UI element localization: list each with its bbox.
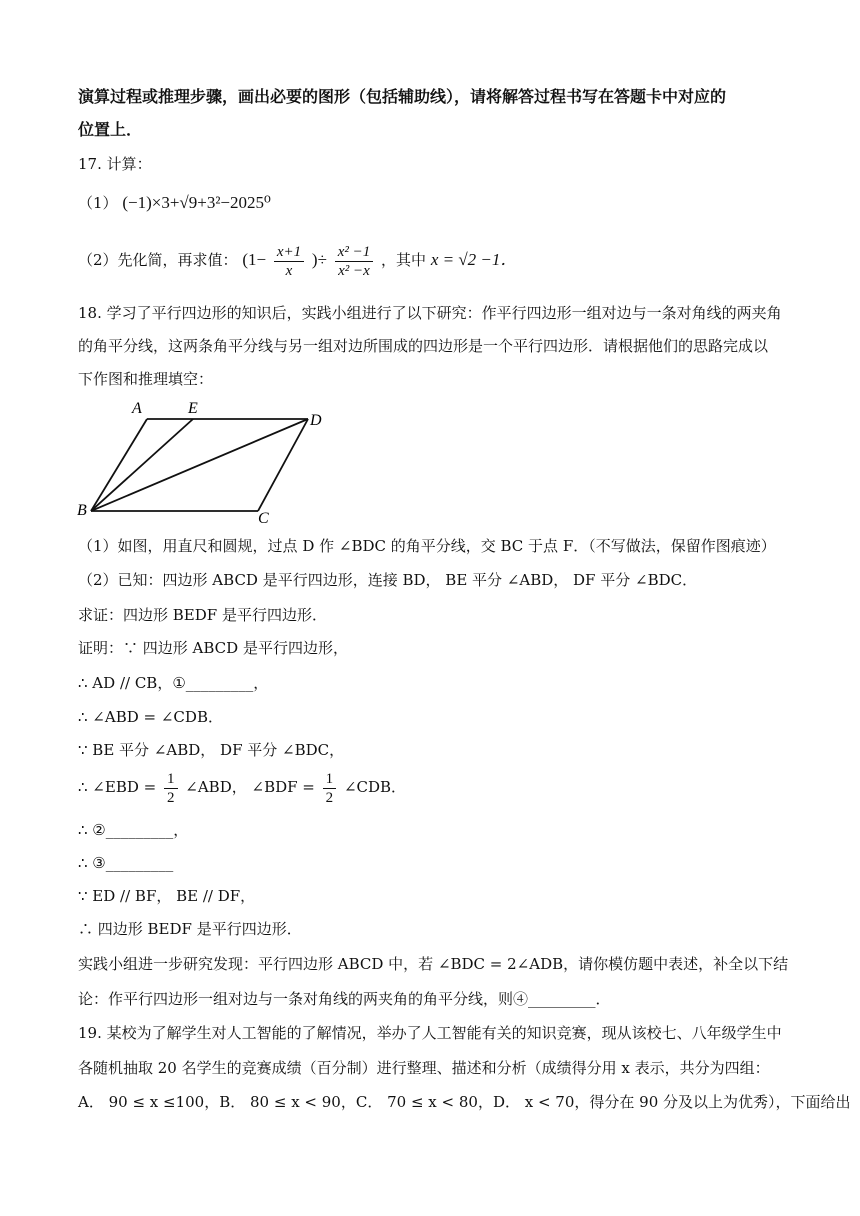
q17-part1: [78, 192, 271, 214]
half-fraction-2-num: 1: [323, 770, 337, 789]
q18-step-2: ∴ ∠ABD = ∠CDB．: [78, 708, 223, 726]
q18-intro-1: 18. 学习了平行四边形的知识后，实践小组进行了以下研究：作平行四边形一组对边与一条对角线的两夹角: [78, 304, 782, 322]
q18-extension-1: 实践小组进一步研究发现：平行四边形 ABCD 中，若 ∠BDC = 2∠ADB，请你模仿题中表述，补全以下结: [78, 955, 789, 973]
q18-step-5: ∴ ②_________，: [78, 821, 189, 839]
q17-part2-mid: )÷: [311, 250, 327, 269]
q17-part1-label: （1）: [78, 194, 118, 212]
q17-fraction-2-den: x² −x: [338, 262, 370, 279]
q18-step-1: ∴ AD // CB，①_________，: [78, 674, 269, 692]
q19-line-2: 各随机抽取 20 名学生的竞赛成绩（百分制）进行整理、描述和分析（成绩得分用 x 表示，共分为四组：: [78, 1059, 770, 1077]
bisector-be: [91, 419, 193, 511]
intro-line-2: 位置上．: [78, 120, 143, 139]
label-a: A: [132, 400, 142, 417]
label-b: B: [77, 502, 87, 519]
q19-line-3: A． 90 ≤ x ≤100，B． 80 ≤ x < 90，C． 70 ≤ x < 80，D． x < 70，得分在 90 分及以上为优秀），下面给出: [78, 1093, 851, 1111]
q17-heading: 17. 计算：: [78, 155, 152, 173]
half-fraction-2-den: 2: [325, 789, 334, 806]
q18-step-6: ∴ ③_________: [78, 854, 174, 872]
half-fraction-1-den: 2: [167, 789, 175, 806]
label-e: E: [188, 400, 198, 417]
q17-fraction-2-num: x² −1: [335, 243, 374, 262]
q18-to-prove: 求证：四边形 BEDF 是平行四边形．: [78, 606, 327, 624]
q17-fraction-1: [274, 243, 304, 280]
q18-step-4: [78, 767, 406, 807]
q17-part2-x-value: x = √2 −1．: [430, 250, 518, 269]
q17-fraction-2: [335, 243, 374, 280]
half-fraction-1: [164, 770, 178, 807]
q18-step-4-mid: ∠ABD， ∠BDF =: [185, 778, 315, 796]
half-fraction-2: [323, 770, 337, 807]
q17-fraction-1-num: x+1: [274, 243, 304, 262]
q17-part2-open: (1−: [242, 250, 267, 269]
q17-part2: [78, 240, 517, 280]
label-d: D: [310, 412, 322, 429]
q19-line-1: 19. 某校为了解学生对人工智能的了解情况，举办了人工智能有关的知识竞赛，现从该校七、八年级学生中: [78, 1024, 782, 1042]
segment-dc: [258, 419, 308, 511]
parallelogram-figure: [70, 395, 340, 525]
q18-intro-2: 的角平分线，这两条角平分线与另一组对边所围成的四边形是一个平行四边形．请根据他们的思路完成以: [78, 337, 769, 355]
label-c: C: [258, 510, 269, 525]
q18-part2: （2）已知：四边形 ABCD 是平行四边形，连接 BD， BE 平分 ∠ABD， DF 平分 ∠BDC．: [78, 571, 698, 589]
q18-step-7: ∵ ED // BF， BE // DF，: [78, 887, 256, 905]
q17-part2-label: （2）先化简，再求值：: [78, 251, 238, 269]
q17-part1-expression: (−1)×3+√9+3²−2025⁰: [122, 193, 271, 212]
q18-extension-2: 论：作平行四边形一组对边与一条对角线的两夹角的角平分线，则④_________．: [78, 990, 611, 1008]
q18-step-4-pre: ∴ ∠EBD =: [78, 778, 157, 796]
diagonal-bd: [91, 419, 308, 511]
half-fraction-1-num: 1: [164, 770, 178, 789]
q18-step-3: ∵ BE 平分 ∠ABD， DF 平分 ∠BDC，: [78, 741, 345, 759]
q18-intro-3: 下作图和推理填空：: [78, 370, 214, 388]
segment-ba: [91, 419, 147, 511]
q17-fraction-1-den: x: [285, 262, 293, 279]
q18-part1: （1）如图，用直尺和圆规，过点 D 作 ∠BDC 的角平分线，交 BC 于点 F．（不写做法，保留作图痕迹）: [78, 537, 776, 555]
q18-proof-head: 证明：∵ 四边形 ABCD 是平行四边形，: [78, 639, 348, 657]
intro-line-1: 演算过程或推理步骤，画出必要的图形（包括辅助线），请将解答过程书写在答题卡中对应的: [78, 87, 727, 106]
q18-step-8: ∴ 四边形 BEDF 是平行四边形．: [78, 920, 302, 938]
q17-part2-where: ，其中: [381, 251, 427, 269]
q18-step-4-end: ∠CDB．: [343, 778, 407, 796]
